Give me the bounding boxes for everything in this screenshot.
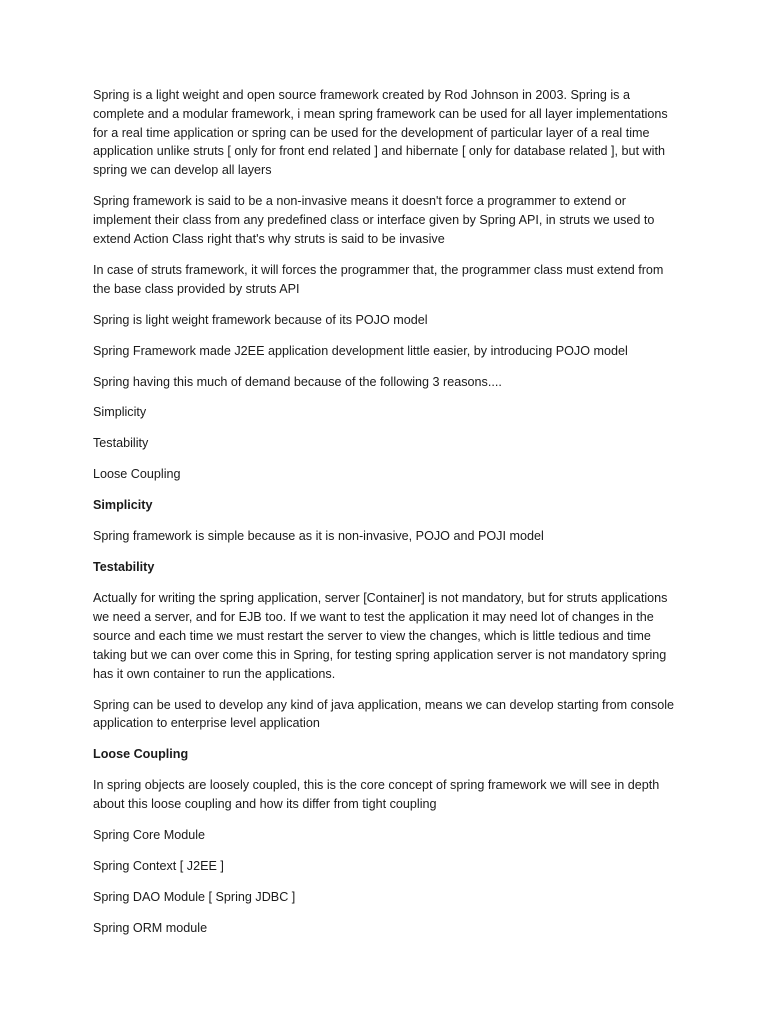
paragraph-any-java-application: Spring can be used to develop any kind of java application, means we can develop starting from console application to enterprise level application (93, 697, 675, 731)
paragraph-light-weight: Spring is light weight framework because of its POJO model (93, 312, 428, 327)
list-item-core-module: Spring Core Module (93, 828, 206, 843)
paragraph-non-invasive: Spring framework is said to be a non-invasive means it doesn't force a programmer to extend or implement their class from any predefined class or interface given by Spring API, in struts we used to extend Action Class right that's why struts is said to be invasive (93, 194, 655, 246)
paragraph-testability: Actually for writing the spring application, server [Container] is not mandatory, but for struts applications we need a server, and for EJB too. If we want to test the application it may need lot of changes in the source and each time we must restart the server to view the changes, which is little tedious and time taking but we can over come this in Spring, for testing spring application server is not mandatory spring has it own container to run the applications. (93, 591, 668, 681)
list-item-dao-module: Spring DAO Module [ Spring JDBC ] (93, 890, 296, 905)
paragraph-loose-coupling: In spring objects are loosely coupled, this is the core concept of spring framework we will see in depth about this loose coupling and how its differ from tight coupling (93, 778, 660, 812)
paragraph-intro: Spring is a light weight and open source framework created by Rod Johnson in 2003. Spring is a complete and a modular framework, i mean spring framework can be used for all layer implementations for a real time application or spring can be used for the development of particular layer of a real time application unlike struts [ only for front end related ] and hibernate [ only for database related ], but with spring we can develop all layers (93, 88, 668, 178)
heading-simplicity: Simplicity (93, 498, 153, 513)
paragraph-simplicity: Spring framework is simple because as it is non-invasive, POJO and POJI model (93, 529, 544, 544)
heading-loose-coupling: Loose Coupling (93, 747, 189, 762)
list-item-simplicity: Simplicity (93, 405, 147, 420)
paragraph-struts-invasive: In case of struts framework, it will forces the programmer that, the programmer class must extend from the base class provided by struts API (93, 262, 664, 296)
list-item-testability: Testability (93, 436, 149, 451)
list-item-loose-coupling: Loose Coupling (93, 467, 181, 482)
heading-testability: Testability (93, 560, 155, 575)
document-body (93, 86, 678, 950)
list-item-context: Spring Context [ J2EE ] (93, 859, 224, 874)
paragraph-j2ee-easier: Spring Framework made J2EE application development little easier, by introducing POJO model (93, 343, 628, 358)
list-item-orm-module: Spring ORM module (93, 921, 208, 936)
paragraph-reasons-intro: Spring having this much of demand because of the following 3 reasons.... (93, 374, 502, 389)
